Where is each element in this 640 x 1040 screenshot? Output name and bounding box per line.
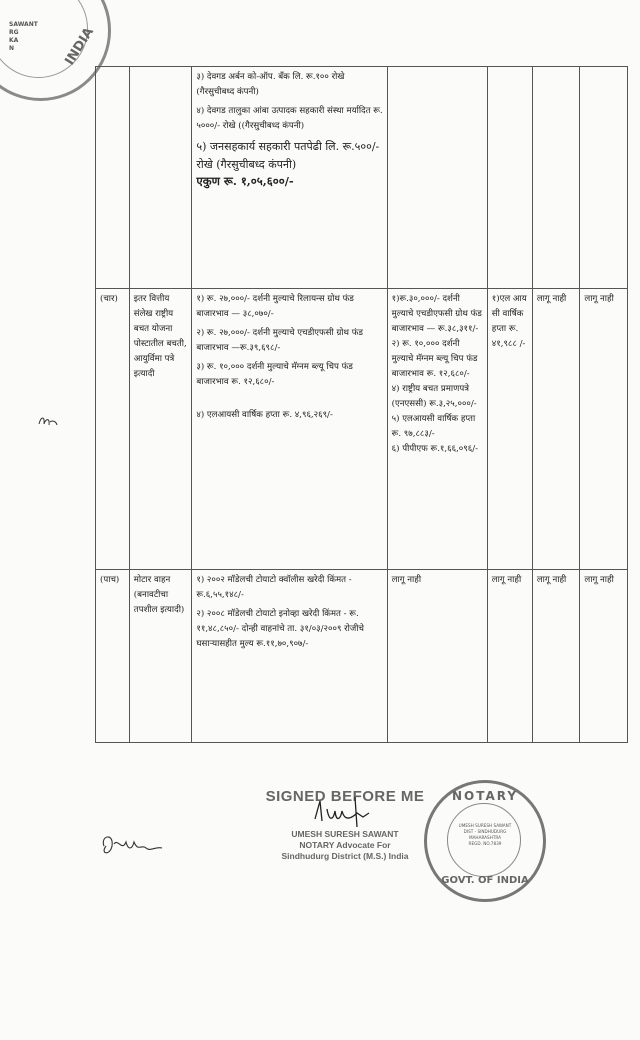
dependent-1-cell: लागू नाही (487, 570, 532, 743)
self-holdings-cell (192, 289, 387, 570)
signed-before-me: SIGNED BEFORE ME (265, 788, 425, 805)
table-row-five (96, 570, 628, 743)
notary-seal (424, 780, 546, 902)
top-seal-arc-text: INDIA (62, 24, 98, 69)
dependent-1-cell: १)एल आय सी वार्षिक हप्ता रू. ४१,९८८ /- (487, 289, 532, 570)
num-cell (96, 67, 130, 289)
spouse-holdings-cell (387, 67, 487, 289)
table-row-continued (96, 67, 628, 289)
margin-initials-scribble (36, 412, 60, 432)
asset-declaration-table (95, 66, 628, 743)
top-seal-line: SAWANT (9, 21, 38, 28)
dependent-3-cell (580, 67, 628, 289)
top-seal-text (9, 21, 38, 53)
seal-line: REGD. NO.7839 (468, 841, 502, 846)
dependent-2-cell: लागू नाही (532, 570, 580, 743)
spouse-holdings-cell (387, 289, 487, 570)
top-seal-line: KA (9, 37, 19, 44)
category-label: इतर वित्तीय संलेख राष्ट्रीय बचत योजना पोस्टातील बचती, आयुर्विमा पत्रे इत्यादी (129, 289, 192, 570)
holding-item: ४) एलआयसी वार्षिक हप्ता रू. ४,९६,२६९/- (196, 410, 333, 420)
seal-line: MAHARASHTRA (468, 835, 502, 840)
notary-district: Sindhudurg District (M.S.) India (281, 851, 409, 861)
spouse-item: ६) पीपीएफ रू.१,६६,०९६/- (391, 444, 479, 454)
notary-title: NOTARY Advocate For (299, 840, 391, 850)
seal-line: UMESH SURESH SAWANT (458, 823, 512, 828)
spouse-holdings-cell: लागू नाही (387, 570, 487, 743)
self-holdings-cell (192, 570, 387, 743)
holding-item: ३) रू. १०,००० दर्शनी मुल्याचे मॅग्नम ब्ल्यू चिप फंड बाजारभाव रू. १२,६८०/- (196, 362, 353, 387)
dependent-2-cell (532, 67, 580, 289)
dependent-3-cell: लागू नाही (580, 570, 628, 743)
dependent-3-cell: लागू नाही (580, 289, 628, 570)
row-number: (चार) (96, 289, 130, 570)
holding-item: २) २००८ मॉडेलची टोयाटो इनोव्हा खरेदी किंमत - रू. ११,४८,८५०/- दोन्ही वाहनांचे ता. ३१/०३/२००९ रोजीचे घसाऱ्यासहीत मुल्य रू.११,७०,९०७/- (196, 609, 364, 649)
holding-item: १) रू. २७,०००/- दर्शनी मुल्याचे रिलायन्स ग्रोथ फंड बाजारभाव — ३८,०७०/- (196, 294, 354, 319)
table-row-four (96, 289, 628, 570)
holding-total: एकुण रू. १,०५,६००/- (196, 174, 294, 188)
notary-stamp-block (250, 788, 440, 862)
self-holdings-cell (192, 67, 387, 289)
holding-item: २) रू. २७,०००/- दर्शनी मुल्याचे एचडीएफसी ग्रोथ फंड बाजारभाव —रू.३९,६९८/- (196, 328, 363, 353)
holding-item: ४) देवगड तालुका आंबा उत्पादक सहकारी संस्था मर्यादित रू. ५०००/- रोखे ((गैरसुचीबध्द कंपनी) (196, 106, 383, 131)
dependent-1-cell (487, 67, 532, 289)
notary-seal-top: NOTARY (451, 789, 519, 803)
declarant-signature (96, 824, 176, 864)
notary-seal-inner-text (449, 823, 521, 847)
top-seal-line: N (9, 45, 15, 52)
row-number: (पाच) (96, 570, 130, 743)
notary-name: UMESH SURESH SAWANT (291, 829, 399, 839)
top-seal-line: RG (9, 29, 19, 36)
category-cell (129, 67, 192, 289)
category-label: मोटार वाहन (बनावटीचा तपशील इत्यादी) (129, 570, 192, 743)
holding-item: ५) जनसहकार्य सहकारी पतपेढी लि. रू.५००/- रोखे (गैरसुचीबध्द कंपनी) (196, 140, 380, 171)
spouse-item: १)रू.३०,०००/- दर्शनी मुल्याचे एचडीएफसी ग्रोथ फंड बाजारभाव — रू.३८,३११/- (391, 294, 482, 334)
notary-seal-bottom: GOVT. OF INDIA (441, 875, 529, 886)
spouse-item: २) रू. १०,००० दर्शनी मुल्याचे मॅग्नम ब्ल्यू चिप फंड बाजारभाव रू. १२,६८०/- (391, 339, 478, 379)
seal-line: DIST - SINDHUDURG (463, 829, 507, 834)
holding-item: ३) देवगड अर्बन को-ऑप. बँक लि. रू.१०० रोखे (गैरसुचीबध्द कंपनी) (196, 72, 345, 97)
spouse-item: ५) एलआयसी वार्षिक हप्ता रू. ९७,८८३/- (391, 414, 476, 439)
dependent-2-cell: लागू नाही (532, 289, 580, 570)
spouse-item: ४) राष्ट्रीय बचत प्रमाणपत्रे (एनएससी) रू.३,२५,०००/- (391, 384, 477, 409)
holding-item: १) २००२ मॉडेलची टोयाटो क्वॉलीस खरेदी किंमत - रू.६,५५,१४८/- (196, 575, 352, 600)
